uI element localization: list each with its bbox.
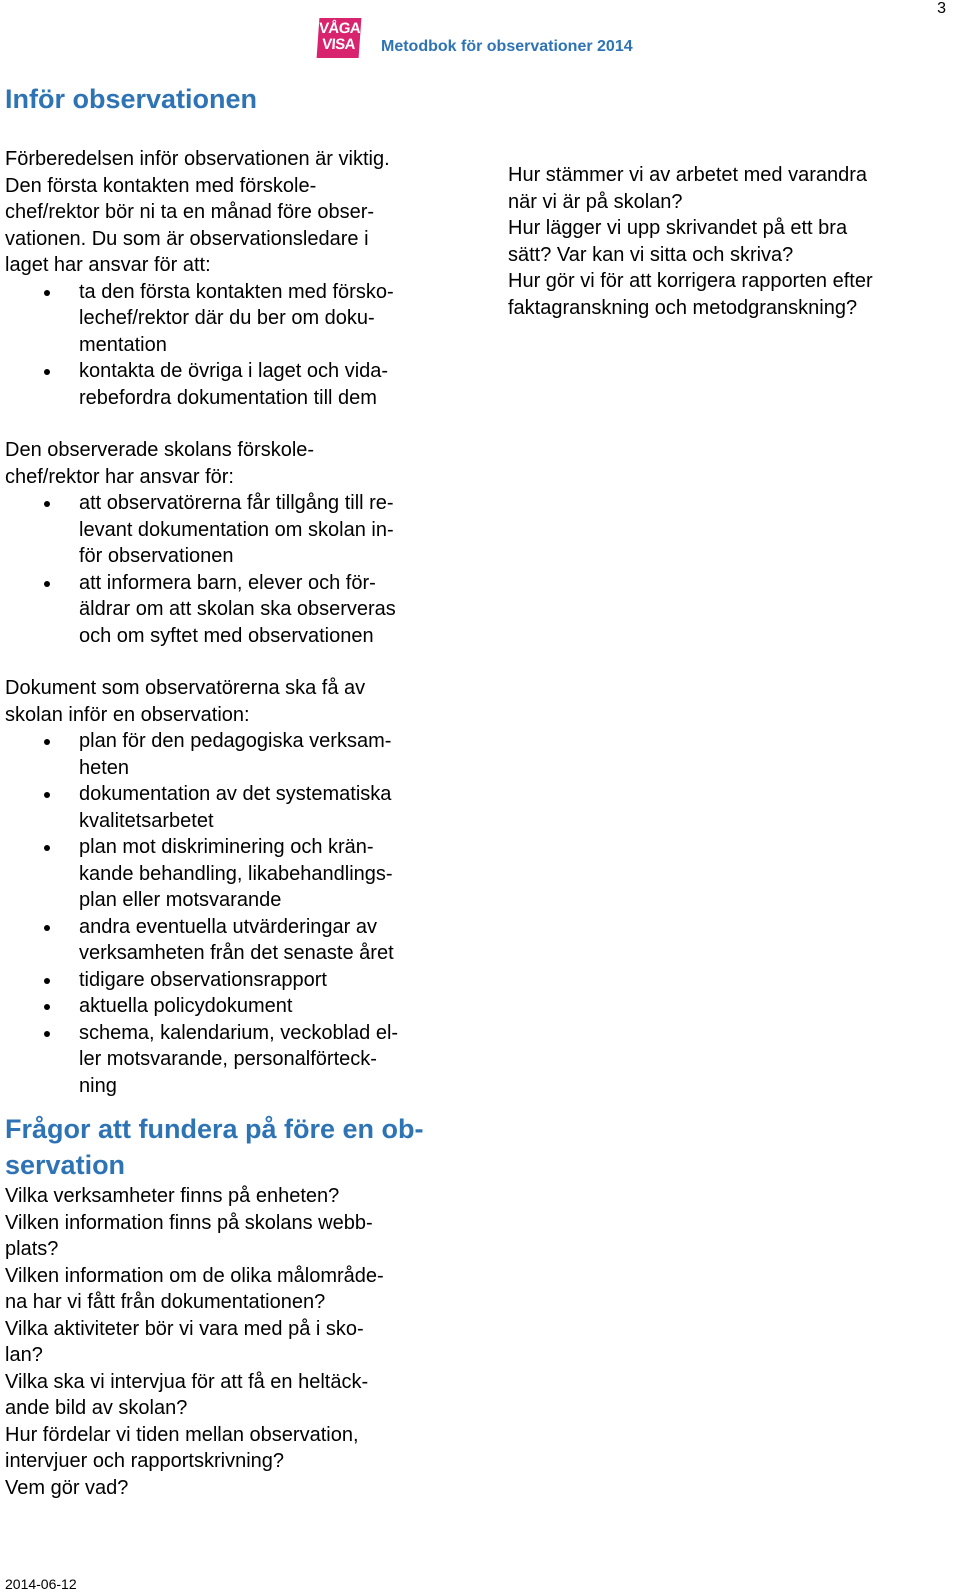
bullet-icon bbox=[44, 369, 50, 375]
bullet-icon bbox=[44, 1004, 50, 1010]
leader-duties-list bbox=[5, 279, 465, 412]
bullet-icon bbox=[44, 581, 50, 587]
bullet-icon bbox=[44, 978, 50, 984]
list-item bbox=[5, 993, 465, 1020]
list-item-text: kontakta de övriga i laget och vida- rebefordra dokumentation till dem bbox=[79, 360, 389, 409]
list-item-text: ta den första kontakten med försko- lechef/rektor där du ber om doku- mentation bbox=[79, 280, 394, 356]
bullet-icon bbox=[44, 739, 50, 745]
questions-paragraph: Vilka verksamheter finns på enheten? Vilken information finns på skolans webb- plats? Vilken information om de olika målområde- na har vi fått från dokumentationen? Vilka aktiviteter bör vi vara med på i sko- lan? Vilka ska vi intervjua för att få en heltäck- ande bild av skolan? Hur fördelar vi tiden mellan observation, intervjuer och rapportskrivning? Vem gör vad? bbox=[5, 1185, 384, 1499]
left-column bbox=[5, 146, 465, 1501]
bullet-icon bbox=[44, 1031, 50, 1037]
list-item bbox=[5, 728, 465, 781]
footer-date: 2014-06-12 bbox=[5, 1576, 77, 1592]
list-item-text: schema, kalendarium, veckoblad el- ler motsvarande, personalförteck- ning bbox=[79, 1021, 399, 1097]
list-item-text: tidigare observationsrapport bbox=[79, 968, 327, 991]
list-item bbox=[5, 570, 465, 650]
list-item-text: aktuella policydokument bbox=[79, 995, 293, 1017]
list-item-text: plan mot diskriminering och krän- kande behandling, likabehandlings- plan eller motsvarande bbox=[79, 836, 393, 911]
questions-heading: Frågor att fundera på före en ob- servation bbox=[5, 1114, 424, 1180]
bullet-icon bbox=[44, 845, 50, 851]
intro-paragraph: Förberedelsen inför observationen är viktig. Den första kontakten med förskole- chef/rektor bör ni ta en månad före obser- vationen. Du som är observationsledare i laget har ansvar för att: bbox=[5, 148, 390, 276]
documents-intro-paragraph: Dokument som observatörerna ska få av skolan inför en observation: bbox=[5, 677, 366, 726]
list-item bbox=[5, 490, 465, 570]
list-item-text: plan för den pedagogiska verksam- heten bbox=[79, 730, 392, 779]
bullet-icon bbox=[44, 925, 50, 931]
list-item bbox=[5, 781, 465, 834]
bullet-icon bbox=[44, 501, 50, 507]
list-item bbox=[5, 358, 465, 411]
right-column bbox=[508, 162, 948, 321]
list-item bbox=[5, 279, 465, 359]
page-number: 3 bbox=[937, 0, 946, 17]
list-item-text: att informera barn, elever och för- äldrar om att skolan ska observeras och om syftet med observationen bbox=[79, 571, 396, 647]
bullet-icon bbox=[44, 792, 50, 798]
header-title: Metodbok för observationer 2014 bbox=[381, 38, 633, 55]
documents-list bbox=[5, 728, 465, 1099]
principal-intro-paragraph: Den observerade skolans förskole- chef/rektor har ansvar för: bbox=[5, 439, 315, 488]
principal-duties-list bbox=[5, 490, 465, 649]
logo-line-1: VÅGA bbox=[318, 20, 361, 37]
bullet-icon bbox=[44, 290, 50, 296]
list-item-text: andra eventuella utvärderingar av verksamheten från det senaste året bbox=[79, 915, 394, 964]
logo-line-2: VISA bbox=[321, 36, 356, 53]
vaga-visa-logo bbox=[317, 18, 362, 58]
list-item-text: dokumentation av det systematiska kvalitetsarbetet bbox=[79, 783, 392, 832]
list-item-text: att observatörerna får tillgång till re- levant dokumentation om skolan in- för observationen bbox=[79, 492, 394, 567]
list-item bbox=[5, 1020, 465, 1100]
page-title: Inför observationen bbox=[5, 84, 258, 114]
right-questions-paragraph: Hur stämmer vi av arbetet med varandra när vi är på skolan? Hur lägger vi upp skrivandet på ett bra sätt? Var kan vi sitta och skriva? Hur gör vi för att korrigera rapporten efter faktagranskning och metodgranskning? bbox=[508, 164, 873, 319]
list-item bbox=[5, 967, 465, 994]
list-item bbox=[5, 834, 465, 914]
list-item bbox=[5, 914, 465, 967]
